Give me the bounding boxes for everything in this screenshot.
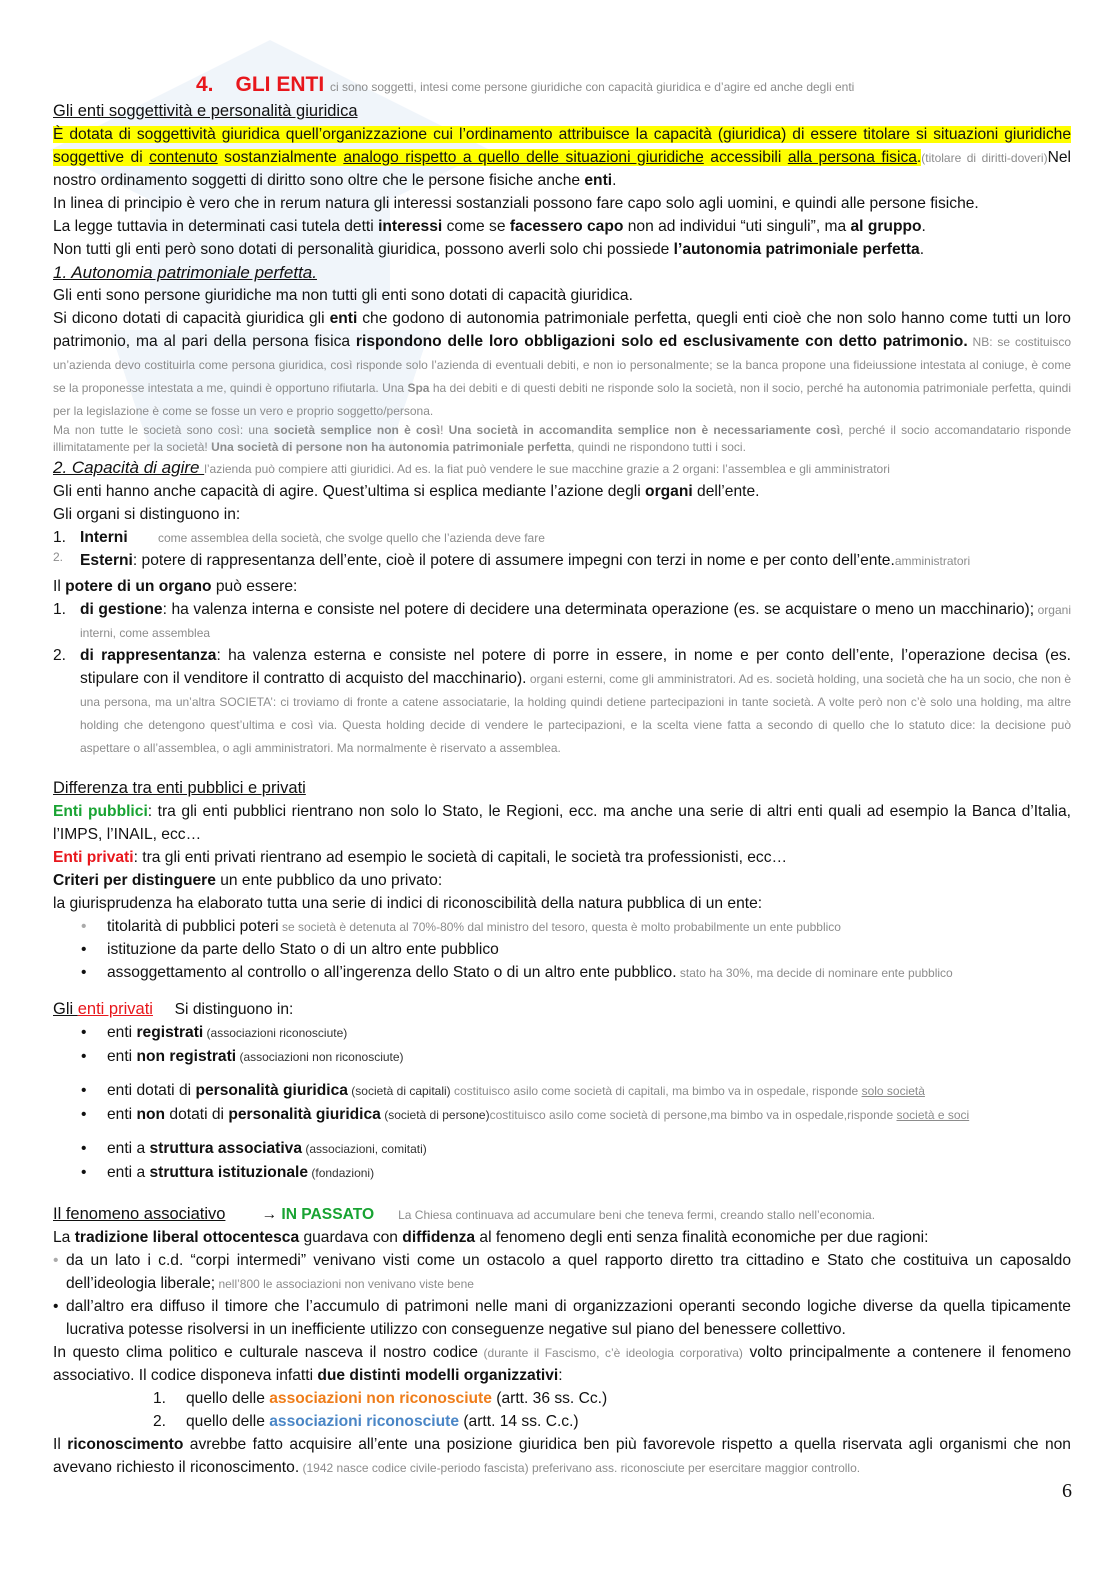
section-heading-soggettivita: Gli enti soggettività e personalità giuridica — [53, 102, 358, 120]
section-heading-fenomeno-row: Il fenomeno associativo → IN PASSATO La Chiesa continuava ad accumulare beni che teneva fermi, creando stallo nell’economia. — [53, 1205, 876, 1223]
section-heading-enti-privati: Gli enti privati Si distinguono in: — [53, 1000, 294, 1018]
list-item: 1. Interni come assemblea della società, che svolge quello che l’azienda deve fare — [53, 529, 545, 546]
paragraph: Gli enti hanno anche capacità di agire. Quest’ultima si esplica mediante l’azione degli organi dell’ente. — [53, 483, 760, 500]
list-item: • istituzione da parte dello Stato o di un altro ente pubblico — [81, 941, 499, 958]
paragraph: la giurisprudenza ha elaborato tutta una serie di indici di riconoscibilità della natura pubblica di un ente: — [53, 895, 763, 912]
chapter-number: 4. — [196, 73, 214, 96]
list-item: • titolarità di pubblici poteri se società è detenuta al 70%-80% dal ministro del tesoro, questa è molto probabilmente un ente pubblico — [81, 918, 841, 935]
list-item: 2. quello delle associazioni riconosciute (artt. 14 ss. C.c.) — [153, 1413, 579, 1430]
paragraph: La tradizione liberal ottocentesca guardava con diffidenza al fenomeno degli enti senza finalità economiche per due ragioni: — [53, 1229, 929, 1246]
list-item: • enti a struttura associativa (associazioni, comitati) — [81, 1140, 427, 1157]
list-item: • enti a struttura istituzionale (fondazioni) — [81, 1164, 375, 1181]
chapter-title — [53, 70, 1071, 100]
list-item: • enti registrati (associazioni riconosciute) — [81, 1024, 348, 1041]
list-item: • assoggettamento al controllo o all’ingerenza dello Stato o di un altro ente pubblico. stato ha 30%, ma decide di nominare ente pubblico — [81, 964, 953, 981]
paragraph: Criteri per distinguere un ente pubblico da uno privato: — [53, 872, 443, 889]
section-heading-capacita-row: 2. Capacità di agire l’azienda può compiere atti giuridici. Ad es. la fiat può vendere le sue macchine grazie a 2 organi: l’assemblea e gli amministratori — [53, 458, 890, 477]
section-heading-autonomia: 1. Autonomia patrimoniale perfetta. — [53, 263, 317, 282]
paragraph: In linea di principio è vero che in rerum natura gli interessi sostanziali possono fare capo solo agli uomini, e quindi alle persone fisiche. — [53, 195, 979, 212]
paragraph: La legge tuttavia in determinati casi tutela detti interessi come se facessero capo non ad individui “uti singuli”, ma al gruppo. — [53, 218, 926, 235]
document-page — [53, 70, 1071, 1479]
paragraph: Enti privati: tra gli enti privati rientrano ad esempio le società di capitali, le società tra professionisti, ecc… — [53, 849, 788, 866]
list-item: 2. di rappresentanza: ha valenza esterna e consiste nel potere di porre in essere, in nome e per conto dell’ente, l’operazione decisa (es. stipulare con il venditore il contratto di acquisto del macchinario). organi esterni, come gli amministratori. Ad es. società holding, una società che ha un socio, che non è una persona, ma un’altra SOCIETA’: ci troviamo di fronte a catene associatarie, la holding quindi detiene partecipazioni in tante società. A volte però non c’è solo una holding, ma altre holding che detengono quest’ultima e così via. Questa holding decide di vendere le partecipazioni, e la scelta viene fatta a secondo di quello che lo statuto dice: la decisione può aspettare o all’assemblea, o agli amministratori. Ma normalmente è riservato a assemblea. — [53, 647, 1071, 755]
list-item: 2. Esterni: potere di rappresentanza dell’ente, cioè il potere di assumere impegni con terzi in nome e per conto dell’ente.amministratori — [53, 550, 971, 569]
chapter-heading: GLI ENTI — [235, 73, 325, 96]
list-item: • enti non registrati (associazioni non riconosciute) — [81, 1048, 404, 1065]
page-number: 6 — [1062, 1480, 1072, 1502]
paragraph: Non tutti gli enti però sono dotati di personalità giuridica, possono averli solo chi possiede l’autonomia patrimoniale perfetta. — [53, 241, 925, 258]
paragraph: Si dicono dotati di capacità giuridica gli enti che godono di autonomia patrimoniale perfetta, quegli enti cioè che non solo hanno come tutti un loro patrimonio, ma al pari della persona fisica rispondono delle loro obbligazioni solo ed esclusivamente con detto patrimonio. NB: se costituisco un’azienda devo costituirla come persona giuridica, così risponde solo l’azienda di eventuali debiti, e non io personalmente; se la banca propone una fideiussione intestata al coniuge, è come se la proponesse intestata a me, quindi è opportuno rifiutarla. Una Spa ha dei debiti e di questi debiti ne risponde solo la società, non il socio, perché ha autonomia patrimoniale perfetta, quindi per la legislazione è come se fosse un vero e proprio soggetto/persona. — [53, 310, 1071, 418]
chapter-note: ci sono soggetti, intesi come persone giuridiche con capacità giuridica e d’agire ed anche degli enti — [330, 80, 855, 94]
list-item: • dall’altro era diffuso il timore che l’accumulo di patrimoni nelle mani di organizzazioni operanti secondo logiche diverse da quella tipicamente lucrativa potesse risolversi in un inefficiente utilizzo con conseguenze negative sul piano del benessere collettivo. — [53, 1298, 1071, 1338]
list-item: • da un lato i c.d. “corpi intermedi” venivano visti come un ostacolo a quel rapporto diretto tra cittadino e Stato che costituiva un caposaldo dell’ideologia liberale; nell’800 le associazioni non venivano viste bene — [53, 1252, 1071, 1292]
paragraph: Gli organi si distinguono in: — [53, 506, 241, 523]
paragraph: In questo clima politico e culturale nasceva il nostro codice (durante il Fascismo, c’è ideologia corporativa) volto principalmente a contenere il fenomeno associativo. Il codice disponeva infatti due distinti modelli organizzativi: — [53, 1344, 1071, 1384]
paragraph: Il riconoscimento avrebbe fatto acquisire all’ente una posizione giuridica ben più favorevole rispetto a quella riservata agli organismi che non avevano richiesto il riconoscimento. (1942 nasce codice civile-periodo fascista) preferivano ass. riconosciute per esercitare maggior controllo. — [53, 1436, 1071, 1476]
arrow-icon: → — [261, 1206, 278, 1223]
list-item: • enti dotati di personalità giuridica (società di capitali) costituisco asilo come società di capitali, ma bimbo va in ospedale, risponde solo società — [81, 1082, 925, 1099]
definition-paragraph: È dotata di soggettività giuridica quell’organizzazione cui l’ordinamento attribuisce la capacità (giuridica) di essere titolare si situazioni giuridiche soggettive di contenuto sostanzialmente analogo rispetto a quello delle situazioni giuridiche accessibili alla persona fisica.(titolare di diritti-doveri)Nel nostro ordinamento soggetti di diritto sono oltre che le persone fisiche anche enti. — [53, 126, 1071, 189]
section-heading-capacita: 2. Capacità di agire — [53, 458, 205, 477]
section-heading-pubblici-privati: Differenza tra enti pubblici e privati — [53, 779, 306, 797]
side-note: Ma non tutte le società sono così: una società semplice non è così! Una società in accomandita semplice non è necessariamente così, perché il socio accomandatario risponde illimitatamente per la società! Una società di persone non ha autonomia patrimoniale perfetta, quindi ne rispondono tutti i soci. — [53, 423, 1072, 454]
list-item: • enti non dotati di personalità giuridica (società di persone)costituisco asilo come società di persone,ma bimbo va in ospedale,risponde società e soci — [81, 1106, 970, 1123]
section-heading-fenomeno: Il fenomeno associativo — [53, 1205, 226, 1223]
list-item: 1. quello delle associazioni non riconosciute (artt. 36 ss. Cc.) — [153, 1390, 608, 1407]
paragraph: Gli enti sono persone giuridiche ma non tutti gli enti sono dotati di capacità giuridica. — [53, 287, 633, 304]
list-item: 1. di gestione: ha valenza interna e consiste nel potere di decidere una determinata operazione (es. se acquistare o meno un macchinario); organi interni, come assemblea — [53, 601, 1071, 640]
paragraph: Enti pubblici: tra gli enti pubblici rientrano non solo lo Stato, le Regioni, ecc. ma anche una serie di altri enti quali ad esempio la Banca d’Italia, l’IMPS, l’INAIL, ecc… — [53, 803, 1072, 843]
paragraph: Il potere di un organo può essere: — [53, 578, 298, 595]
